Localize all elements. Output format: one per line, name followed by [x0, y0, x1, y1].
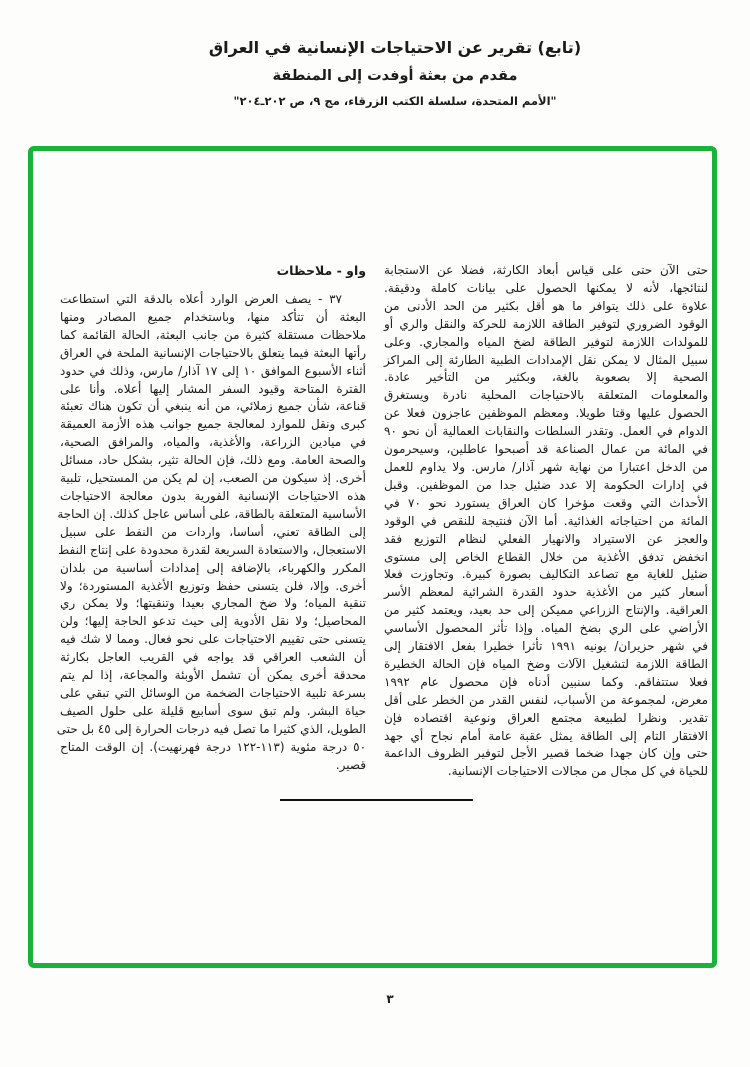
text-line: رأتها البعثة فيما يتعلق بالاحتياجات الإنسانية الملحة في العراق	[60, 345, 366, 360]
page-number: ٣	[386, 992, 394, 1006]
text-line: إلى الطاقة تعني، أساسا، واردات من النفط على سبيل	[60, 524, 366, 539]
text-line: هذه الاحتياجات الإنسانية الفورية بدون معالجة الاحتياجات	[60, 488, 366, 503]
text-line: قصير.	[335, 757, 366, 772]
text-line: الصحية إلا بصعوبة بالغة، وبكثير من التأخير عادة.	[384, 370, 708, 385]
text-line: سبيل المثال لا يمكن نقل الإمدادات الطبية الطارئة إلى المراكز	[384, 352, 708, 367]
text-line: معرض، لمجموعة من الأسباب، لنفس القدر من الخطر على أقل	[384, 692, 708, 707]
text-line: فعلا ستتفاقم. وكما سنبين أدناه فإن محصول عام ١٩٩٢	[384, 674, 708, 689]
text-line: البعثة أن تتأكد منها، وباستخدام جميع المصادر ومنها	[60, 309, 366, 324]
text-line: ٣٧ - يصف العرض الوارد أعلاه بالدقة التي استطاعت	[60, 292, 342, 306]
text-line: تنقية المياه؛ ولا ضخ المجاري بعيدا وتنقيتها؛ ولا يمكن ري	[60, 596, 366, 611]
text-line: حياة البشر. ولم تبق سوى أسابيع قليلة على حلول الصيف	[60, 703, 366, 718]
text-line: الفترة المتاحة وقيود السفر المشار إليها أعلاه. وأنا على	[60, 381, 366, 396]
left-column-paragraph	[56, 291, 367, 774]
text-line: تقدير. ونظرا لطبيعة مجتمع العراق ونوعية اقتصاده فإن	[384, 710, 708, 725]
text-line: الافتقار التام إلى الطاقة يمثل عقبة عامة أمام نجاح أي جهد	[384, 728, 708, 743]
footnote-separator-rule	[280, 799, 473, 801]
text-line: والمعلومات المتعلقة بالاحتياجات المحلية نادرة ويستغرق	[384, 388, 708, 403]
text-line: انخفض تدفق الأغذية من خلال القطاع الخاص إلى مستوى	[384, 549, 708, 564]
text-line: من الدخل اعتبارا من نهاية شهر آذار/ مارس. ولا يداوم للعمل	[384, 459, 708, 474]
text-line: حتى الآن حتى على قياس أبعاد الكارثة، فضلا عن الاستجابة	[384, 263, 708, 277]
text-line: حتى وإن كان جهدا ضخما قصير الأجل لتوفير الظروف الداعمة	[384, 746, 708, 761]
source-citation: "الأمم المتحدة، سلسلة الكتب الزرقاء، مج ٩، ص ٢٠٢ـ٢٠٤"	[233, 94, 557, 108]
text-line: قناعة، شأن جميع زملائي، من أنه ينبغي أن تكون هناك تعبئة	[60, 399, 366, 414]
page-subtitle: مقدم من بعثة أوفدت إلى المنطقة	[272, 68, 518, 84]
text-line: الدوام في العمل. وتقدر السلطات والنقابات العمالية أن نحو ٩٠	[384, 424, 708, 439]
text-line: المحاصيل؛ ولا نقل الأدوية إلى حيث تدعو الحاجة إليها؛ ولن	[60, 614, 366, 629]
text-line: في المائة من عمال الصناعة قد أصبحوا عاطلين، وسيحرمون	[384, 442, 708, 457]
text-line: علاوة على ذلك يتوافر ما هو أقل بكثير من الحد الأدنى من	[384, 298, 708, 313]
text-line: الأساسية المتعلقة بالطاقة، على أساس عاجل كذلك. إن الحاجة	[57, 506, 366, 521]
text-line: للحياة في كل مجال من مجالات الاحتياجات الإنسانية.	[447, 764, 708, 779]
text-line: المائة من احتياجاته الغذائية. أما الآن فنتيجة للنقص في الوقود	[384, 513, 708, 528]
text-line: الطاقة اللازمة لتشغيل الآلات وضخ المياه فإن الحالة الخطيرة	[384, 656, 708, 671]
text-line: بسرعة تلبية الاحتياجات الضخمة من الوسائل التي تبقي على	[60, 685, 366, 700]
text-line: العراقية. والإنتاج الزراعي مميكن إلى حد بعيد، ويعتمد كثير من	[384, 603, 708, 618]
text-line: أن الشعب العراقي قد يواجه في القريب العاجل بكارثة	[60, 650, 366, 665]
page-title: (تابع) تقرير عن الاحتياجات الإنسانية في العراق	[208, 38, 582, 57]
text-line: في ميادين الزراعة، والأغذية، والمياه، والمرافق الصحية،	[60, 435, 366, 450]
text-line: الأراضي على الري بضخ المياه. وإذا تأثر المحصول الأساسي	[384, 621, 708, 636]
text-line: أخرى. إذ سيكون من الصعب، إن لم يكن من المستحيل، تلبية	[60, 471, 366, 486]
text-line: لنتائجها، لأنه لا يمكنها الحصول على بيانات كاملة ودقيقة.	[384, 280, 708, 295]
text-line: أخرى. وإلا، فلن يتسنى حفظ وتوزيع الأغذية المستوردة؛ ولا	[60, 578, 366, 593]
column-left-section-f	[56, 262, 367, 774]
text-line: أثناء الأسبوع الموافق ١٠ إلى ١٧ آذار/ مارس، وذلك في حدود	[60, 363, 367, 378]
text-line: الأحداث التي وقعت مؤخرا كان العراق يستورد نحو ٧٠ في	[384, 495, 708, 510]
column-right-continuation	[384, 262, 708, 781]
text-line: أسعار كثير من الأغذية حدود القدرة الشرائية لمعظم الأسر	[384, 585, 708, 600]
text-line: كبرى ونقل للموارد لمعالجة جميع جوانب هذه الأزمة العميقة	[60, 417, 366, 432]
text-line: المكرر والكهرباء، بالإضافة إلى إمدادات أساسية من بلدان	[60, 560, 366, 575]
right-column-paragraph	[384, 262, 708, 781]
text-line: في شهر حزيران/ يونيه ١٩٩١ تأثرا خطيرا بفعل الافتقار إلى	[384, 639, 709, 654]
text-line: والصحة العامة. ومع ذلك، فإن الحالة تثير، بشكل حاد، مسائل	[60, 453, 366, 468]
text-line: الاستعجال، والاستعادة السريعة لقدرة محدودة على إنتاج النفط	[58, 542, 366, 557]
document-header	[40, 38, 750, 109]
text-line: يتسنى حتى تقييم الاحتياجات على نحو فعال. ومما لا شك فيه	[60, 632, 366, 647]
section-heading: واو - ملاحظات	[276, 263, 366, 278]
text-line: والعجز عن الاستيراد والانهيار الفعلي لنظام التوزيع فقد	[384, 531, 708, 546]
text-line: الطويل، الذي كثيرا ما تصل فيه درجات الحرارة إلى ٤٥ بل حتى	[56, 721, 366, 736]
text-line: ضئيل للغاية مع تصاعد التكاليف بصورة كبيرة. وتجاوزت فعلا	[384, 567, 708, 582]
text-line: للمولدات اللازمة لتوفير الطاقة لضخ المياه والمجاري. وعلى	[384, 334, 708, 349]
text-line: الوقود الضروري لتوفير الطاقة اللازمة للحركة والنقل والري أو	[384, 316, 708, 331]
text-line: ٥٠ درجة مئوية (١١٣-١٢٢ درجة فهرنهيت). إن الوقت المتاح	[60, 739, 367, 754]
text-line: ملاحظات مستقلة كثيرة من جانب البعثة، الحالة القائمة كما	[60, 327, 366, 342]
text-line: الحصول عليها وقتا طويلا. ومعظم الموظفين عاجزون فعلا عن	[384, 406, 708, 421]
text-line: في إدارات الحكومة إلا عدد ضئيل جدا من الموظفين. وقبل	[384, 477, 708, 492]
text-line: محدقة أخرى يمكن أن تشمل الأوبئة والمجاعة، إذا لم يتم	[60, 668, 366, 683]
